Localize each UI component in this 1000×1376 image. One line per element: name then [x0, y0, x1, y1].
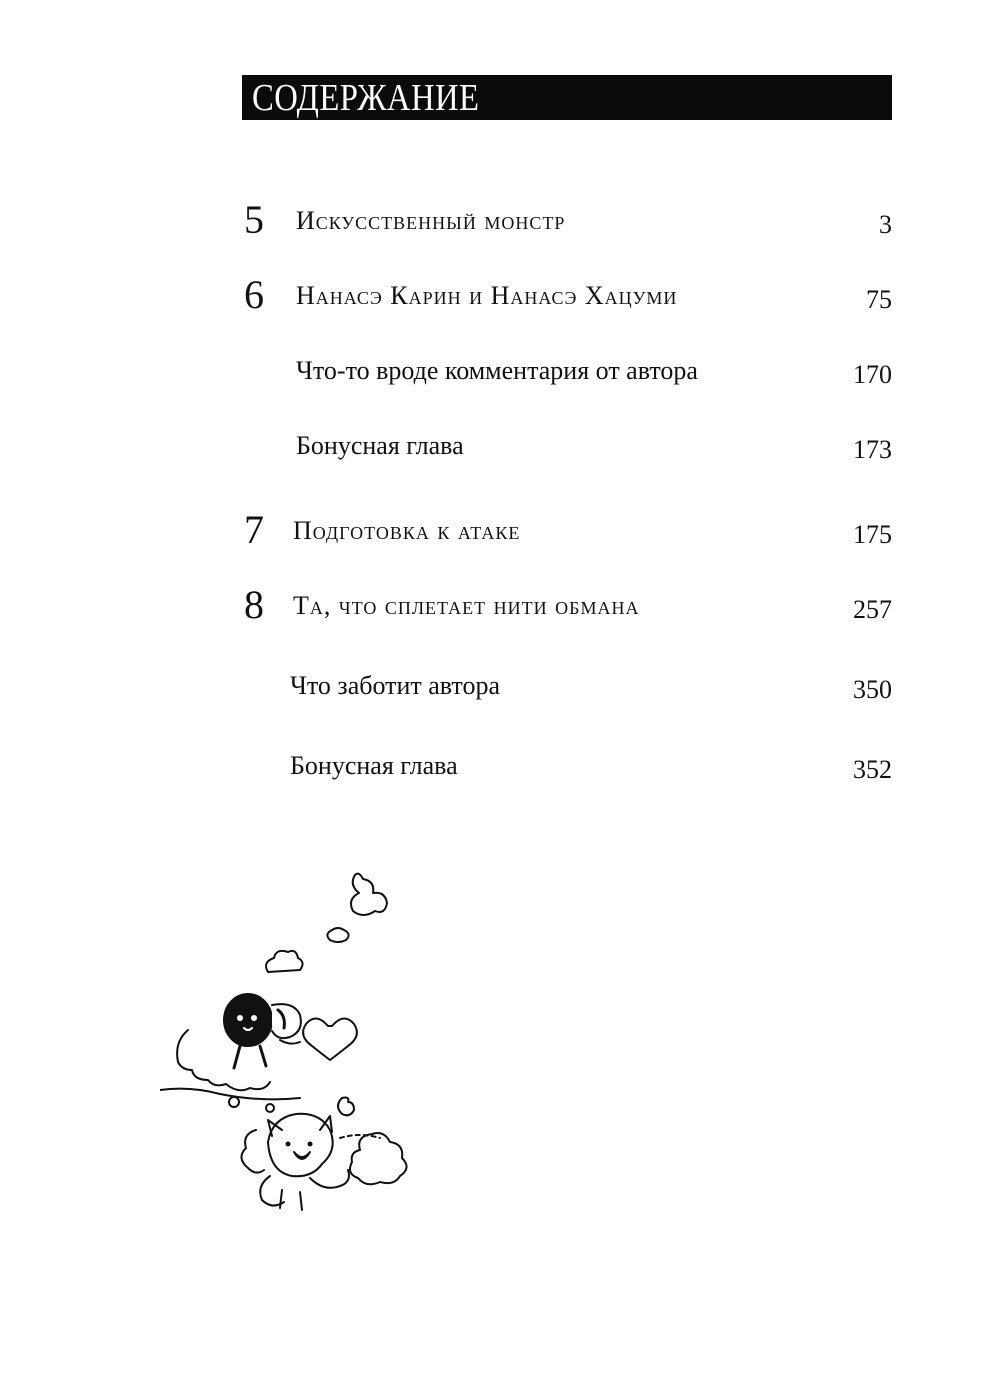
chapter-title: Искусственный монстр — [296, 206, 566, 235]
toc-entry[interactable] — [0, 345, 1000, 395]
chibi-creatures-illustration — [160, 860, 460, 1240]
chapter-number: 7 — [244, 507, 264, 552]
toc-entry[interactable] — [0, 195, 1000, 245]
smoke-puff-icon — [351, 874, 387, 915]
section-title: Бонусная глава — [296, 431, 464, 460]
toc-entry[interactable] — [0, 505, 1000, 555]
chapter-number: 5 — [244, 197, 264, 242]
chapter-title: Та, что сплетает нити обмана — [293, 591, 640, 620]
toc-entry[interactable] — [0, 270, 1000, 320]
flame-icon — [338, 1098, 354, 1116]
toc-entry[interactable] — [0, 580, 1000, 630]
white-creature-body — [268, 1114, 333, 1176]
dark-creature-body — [224, 994, 272, 1046]
page-number: 352 — [853, 755, 892, 784]
page-number: 350 — [853, 675, 892, 704]
page-number: 175 — [853, 520, 892, 549]
smoke-puff-icon — [327, 928, 348, 942]
chapter-title: Нанасэ Карин и Нанасэ Хацуми — [296, 281, 678, 310]
chapter-number: 8 — [244, 582, 264, 627]
page-title: СОДЕРЖАНИЕ — [252, 77, 480, 119]
page-number: 3 — [879, 210, 892, 239]
chapter-title: Подготовка к атаке — [293, 516, 521, 545]
cloud-icon — [266, 951, 303, 972]
page-number: 75 — [866, 285, 892, 314]
cloud-icon — [350, 1133, 407, 1184]
section-title: Что-то вроде комментария от автора — [296, 356, 698, 385]
toc-entry[interactable] — [0, 740, 1000, 790]
page-number: 173 — [853, 435, 892, 464]
section-title: Что заботит автора — [290, 671, 500, 700]
toc-entry[interactable] — [0, 420, 1000, 470]
cloud-icon — [241, 1130, 264, 1173]
contents-heading-bar — [242, 75, 892, 120]
section-title: Бонусная глава — [290, 751, 458, 780]
heart-icon — [303, 1018, 357, 1060]
chapter-number: 6 — [244, 272, 264, 317]
page-number: 257 — [853, 595, 892, 624]
page-number: 170 — [853, 360, 892, 389]
toc-entry[interactable] — [0, 660, 1000, 710]
